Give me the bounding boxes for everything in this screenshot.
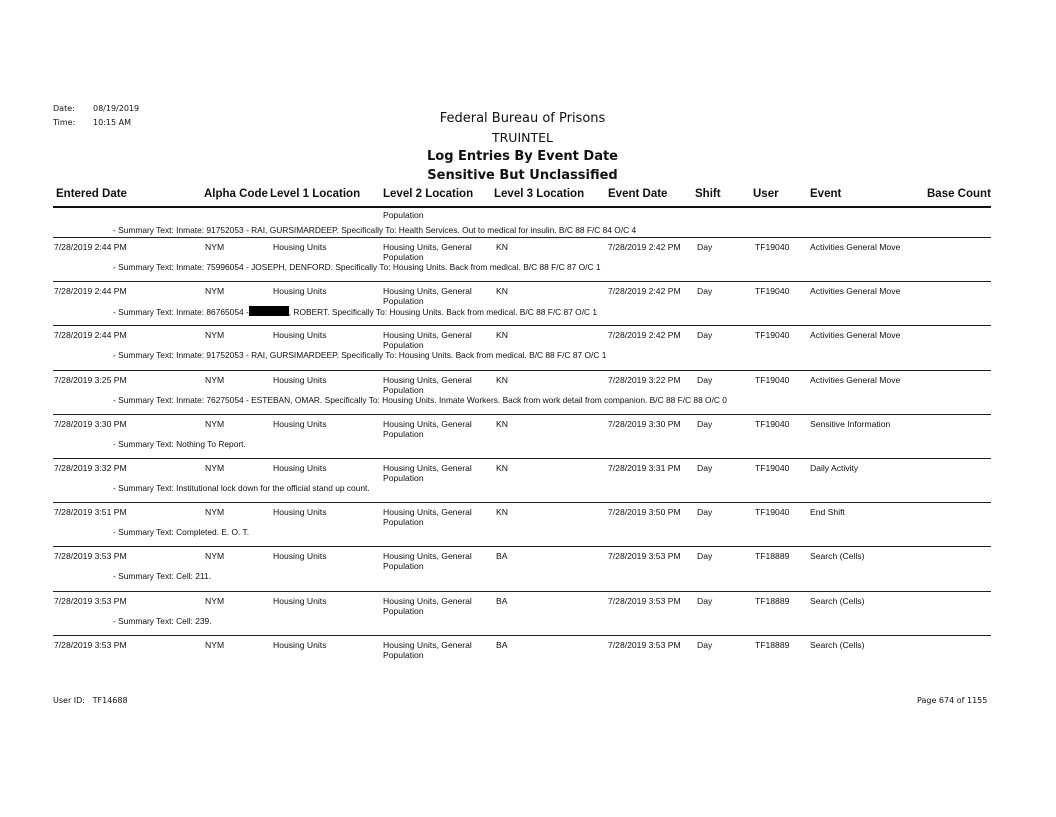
cell-level2: Housing Units, General Population <box>383 286 472 306</box>
cell-level2: Housing Units, General Population <box>383 640 472 660</box>
cell-level1: Housing Units <box>273 419 327 429</box>
cell-level1: Housing Units <box>273 375 327 385</box>
col-base-count: Base Count <box>927 188 991 200</box>
cell-entered-date: 7/28/2019 3:51 PM <box>54 507 127 517</box>
cell-alpha-code: NYM <box>205 286 225 296</box>
cell-user: TF19040 <box>755 286 790 296</box>
cell-event: Daily Activity <box>810 463 859 473</box>
cell-level2: Housing Units, General Population <box>383 330 472 350</box>
cell-entered-date: 7/28/2019 2:44 PM <box>54 242 127 252</box>
cell-event-date: 7/28/2019 3:53 PM <box>608 640 681 650</box>
summary-text <box>113 395 727 405</box>
cell-shift: Day <box>697 330 713 340</box>
cell-level2: Housing Units, General Population <box>383 419 472 439</box>
summary-text-end: , ROBERT. Specifically To: Housing Units. Back from medical. B/C 88 F/C 87 O/C 1 <box>288 307 598 317</box>
user-id-label: User ID: <box>53 696 85 705</box>
cell-entered-date: 7/28/2019 3:53 PM <box>54 596 127 606</box>
row-separator <box>53 370 991 371</box>
report-system: TRUINTEL <box>491 130 553 145</box>
cell-level3: BA <box>496 596 508 606</box>
summary-text-start: - Summary Text: Completed. E. O. T. <box>113 527 250 537</box>
cell-alpha-code: NYM <box>205 507 225 517</box>
cell-shift: Day <box>697 375 713 385</box>
col-entered-date: Entered Date <box>56 188 127 200</box>
summary-text-start: - Summary Text: Cell: 211. <box>113 571 211 581</box>
page-number: Page 674 of 1155 <box>917 696 988 705</box>
col-level3: Level 3 Location <box>494 188 585 200</box>
cell-level2: Housing Units, General Population <box>383 507 472 527</box>
cell-alpha-code: NYM <box>205 551 225 561</box>
summary-text-start: - Summary Text: Nothing To Report. <box>113 439 246 449</box>
cell-alpha-code: NYM <box>205 463 225 473</box>
date-label: Date: <box>53 104 75 113</box>
cell-level3: BA <box>496 640 508 650</box>
cell-entered-date: 7/28/2019 3:25 PM <box>54 375 127 385</box>
cell-entered-date: 7/28/2019 2:44 PM <box>54 286 127 296</box>
cell-entered-date: 7/28/2019 3:53 PM <box>54 551 127 561</box>
report-agency: Federal Bureau of Prisons <box>439 111 606 126</box>
cell-event-date: 7/28/2019 3:53 PM <box>608 596 681 606</box>
cell-user: TF18889 <box>755 551 790 561</box>
time-value: 10:15 AM <box>93 118 131 127</box>
cell-level1: Housing Units <box>273 596 327 606</box>
cell-shift: Day <box>697 242 713 252</box>
cell-event: Search (Cells) <box>810 640 865 650</box>
summary-text-start: - Summary Text: Institutional lock down for the official stand up count. <box>113 483 370 493</box>
cell-event-date: 7/28/2019 3:22 PM <box>608 375 681 385</box>
cell-shift: Day <box>697 419 713 429</box>
footer-user-id <box>53 696 128 705</box>
carryover-summary: - Summary Text: Inmate: 91752053 - RAI, GURSIMARDEEP. Specifically To: Health Services. Out to medical for insulin. B/C 88 F/C 84 O/C 4 <box>113 225 637 235</box>
time-label: Time: <box>53 118 76 127</box>
cell-shift: Day <box>697 551 713 561</box>
cell-level2: Housing Units, General Population <box>383 551 472 571</box>
col-event: Event <box>810 188 842 200</box>
report-classification: Sensitive But Unclassified <box>427 168 618 183</box>
col-user: User <box>753 188 779 200</box>
summary-text-start: - Summary Text: Inmate: 75996054 - JOSEPH, DENFORD. Specifically To: Housing Units. Back from medical. B/C 88 F/C 87 O/C 1 <box>113 262 601 272</box>
cell-alpha-code: NYM <box>205 596 225 606</box>
cell-entered-date: 7/28/2019 3:53 PM <box>54 640 127 650</box>
cell-user: TF19040 <box>755 330 790 340</box>
report-title: Log Entries By Event Date <box>426 149 618 164</box>
cell-level1: Housing Units <box>273 507 327 517</box>
cell-alpha-code: NYM <box>205 242 225 252</box>
cell-level3: KN <box>496 507 508 517</box>
cell-event: Sensitive Information <box>810 419 891 429</box>
cell-user: TF19040 <box>755 507 790 517</box>
summary-text <box>113 306 597 317</box>
col-level1: Level 1 Location <box>270 188 361 200</box>
cell-level2: Housing Units, General Population <box>383 375 472 395</box>
cell-event-date: 7/28/2019 3:53 PM <box>608 551 681 561</box>
cell-event-date: 7/28/2019 3:50 PM <box>608 507 681 517</box>
cell-alpha-code: NYM <box>205 640 225 650</box>
date-value: 08/19/2019 <box>93 104 140 113</box>
col-shift: Shift <box>695 188 721 200</box>
cell-level2: Housing Units, General Population <box>383 463 472 483</box>
cell-level3: KN <box>496 419 508 429</box>
cell-event: End Shift <box>810 507 845 517</box>
cell-level1: Housing Units <box>273 330 327 340</box>
cell-shift: Day <box>697 507 713 517</box>
cell-user: TF19040 <box>755 242 790 252</box>
cell-level1: Housing Units <box>273 242 327 252</box>
cell-level3: KN <box>496 286 508 296</box>
cell-event: Search (Cells) <box>810 551 865 561</box>
header-rule <box>53 206 991 208</box>
cell-event: Activities General Move <box>810 286 901 296</box>
cell-alpha-code: NYM <box>205 375 225 385</box>
cell-user: TF19040 <box>755 375 790 385</box>
cell-user: TF19040 <box>755 419 790 429</box>
col-event-date: Event Date <box>608 188 668 200</box>
summary-text <box>113 483 370 493</box>
row-separator <box>53 591 991 592</box>
cell-event-date: 7/28/2019 2:42 PM <box>608 330 681 340</box>
cell-level1: Housing Units <box>273 551 327 561</box>
cell-level3: BA <box>496 551 508 561</box>
cell-event-date: 7/28/2019 2:42 PM <box>608 286 681 296</box>
cell-event: Activities General Move <box>810 375 901 385</box>
cell-event: Activities General Move <box>810 242 901 252</box>
cell-event: Activities General Move <box>810 330 901 340</box>
row-separator <box>53 414 991 415</box>
cell-shift: Day <box>697 286 713 296</box>
row-separator <box>53 502 991 503</box>
row-separator <box>53 458 991 459</box>
summary-text <box>113 262 600 272</box>
cell-shift: Day <box>697 640 713 650</box>
cell-event-date: 7/28/2019 3:31 PM <box>608 463 681 473</box>
carryover-level2: Population <box>383 210 424 220</box>
summary-text <box>113 439 246 449</box>
cell-level2: Housing Units, General Population <box>383 596 472 616</box>
summary-text <box>113 527 249 537</box>
cell-entered-date: 7/28/2019 2:44 PM <box>54 330 127 340</box>
cell-shift: Day <box>697 463 713 473</box>
cell-shift: Day <box>697 596 713 606</box>
summary-text-start: - Summary Text: Inmate: 91752053 - RAI, GURSIMARDEEP. Specifically To: Housing Units. Back from medical. B/C 88 F/C 87 O/C 1 <box>113 350 607 360</box>
summary-text-start: - Summary Text: Cell: 239. <box>113 616 212 626</box>
cell-level3: KN <box>496 375 508 385</box>
summary-text <box>113 571 211 581</box>
cell-level1: Housing Units <box>273 463 327 473</box>
cell-level3: KN <box>496 463 508 473</box>
row-separator <box>53 281 991 282</box>
row-separator <box>53 237 991 238</box>
cell-alpha-code: NYM <box>205 419 225 429</box>
cell-user: TF18889 <box>755 596 790 606</box>
user-id-value: TF14688 <box>92 696 128 705</box>
cell-alpha-code: NYM <box>205 330 225 340</box>
cell-entered-date: 7/28/2019 3:32 PM <box>54 463 127 473</box>
summary-text <box>113 350 606 360</box>
summary-text-start: - Summary Text: Inmate: 76275054 - ESTEBAN, OMAR. Specifically To: Housing Units. Inmate Workers. Back from work detail from companion. B/C 88 F/C 88 O/C 0 <box>113 395 727 405</box>
cell-level1: Housing Units <box>273 286 327 296</box>
redaction-box <box>249 306 289 316</box>
cell-level3: KN <box>496 330 508 340</box>
cell-event: Search (Cells) <box>810 596 865 606</box>
col-level2: Level 2 Location <box>383 188 474 200</box>
col-alpha-code: Alpha Code <box>204 188 268 200</box>
cell-entered-date: 7/28/2019 3:30 PM <box>54 419 127 429</box>
cell-level3: KN <box>496 242 508 252</box>
cell-event-date: 7/28/2019 3:30 PM <box>608 419 681 429</box>
summary-text <box>113 616 212 626</box>
cell-event-date: 7/28/2019 2:42 PM <box>608 242 681 252</box>
cell-user: TF18889 <box>755 640 790 650</box>
cell-level1: Housing Units <box>273 640 327 650</box>
cell-level2: Housing Units, General Population <box>383 242 472 262</box>
summary-text-start: - Summary Text: Inmate: 86765054 - <box>113 307 249 317</box>
row-separator <box>53 635 991 636</box>
cell-user: TF19040 <box>755 463 790 473</box>
row-separator <box>53 546 991 547</box>
row-separator <box>53 325 991 326</box>
